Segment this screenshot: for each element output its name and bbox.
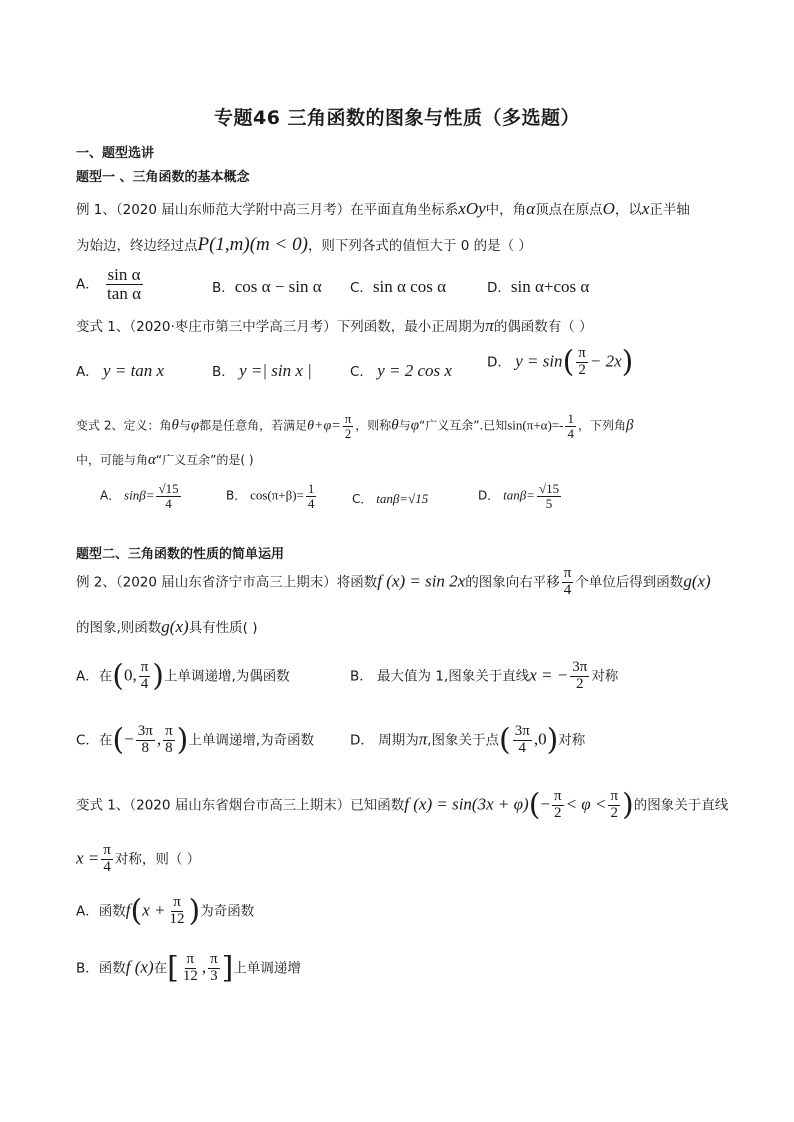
- var1-option-d[interactable]: D． y = sin( $\frac{\pi}{2}$ − 2x): [487, 344, 634, 380]
- var3-line2: x = $\frac{\pi}{4}$ 对称，则（ ）: [76, 842, 201, 875]
- var3-option-b[interactable]: B．函数f (x)在[ $\frac{\pi}{12}$ , $\frac{\pi}{3}$ ]上单调递增: [76, 950, 301, 986]
- ex2-option-a[interactable]: A．在(0, $\frac{\pi}{4}$ )上单调递增,为偶函数: [76, 658, 290, 694]
- var1-option-a[interactable]: A． y = tan x: [76, 361, 165, 380]
- ex1-line2: 为始边，终边经过点P(1,m)(m < 0)，则下列各式的值恒大于 0 的是（ ）: [76, 234, 532, 255]
- ex2-line2: 的图象,则函数g(x)具有性质( ): [76, 617, 258, 636]
- section-heading: 一、题型选讲: [76, 146, 155, 161]
- var2-option-d[interactable]: D． tanβ= $\frac{√15}{5}$: [478, 481, 560, 511]
- var3-line1: 变式 1、（2020 届山东省烟台市高三上期末）已知函数f (x) = sin(3x + φ)(− $\frac{\pi}{2}$ < φ < $\frac{\pi}{2}$ )的图象关于直线: [76, 787, 729, 823]
- ex1-line1: 例 1、（2020 届山东师范大学附中高三月考）在平面直角坐标系xOy中，角α顶点在原点O，以x正半轴: [76, 199, 690, 218]
- type1-heading: 题型一 、三角函数的基本概念: [76, 170, 250, 185]
- var2-option-a[interactable]: A． sinβ= $\frac{√15}{4}$: [100, 481, 179, 511]
- var3-option-a[interactable]: A．函数f(x + $\frac{\pi}{12}$ )为奇函数: [76, 893, 255, 929]
- ex2-option-b[interactable]: B． 最大值为 1,图象关于直线x = − $\frac{3\pi}{2}$ 对称: [350, 659, 619, 692]
- var2-option-c[interactable]: C． tanβ=√15: [352, 491, 429, 506]
- ex1-option-a[interactable]: A． $\frac{\text{sin α}}{\text{tan α}}$: [76, 265, 141, 303]
- ex2-option-c[interactable]: C．在(− $\frac{3\pi}{8}$ , $\frac{\pi}{8}$ )上单调递增,为奇函数: [76, 722, 315, 758]
- var1-line: 变式 1、（2020·枣庄市第三中学高三月考）下列函数，最小正周期为π的偶函数有（ ）: [76, 316, 593, 335]
- var2-option-b[interactable]: B． cos(π+β)= $\frac{1}{4}$: [226, 481, 315, 511]
- ex2-line1: 例 2、（2020 届山东省济宁市高三上期末）将函数f (x) = sin 2x的图象向右平移 $\frac{\pi}{4}$ 个单位后得到函数g(x): [76, 565, 711, 598]
- var1-option-b[interactable]: B． y =| sin x |: [212, 361, 312, 380]
- ex2-option-d[interactable]: D． 周期为π,图象关于点( $\frac{3\pi}{4}$ ,0)对称: [350, 722, 586, 758]
- ex1-option-d[interactable]: D．sin α+cos α: [487, 277, 590, 296]
- var1-option-c[interactable]: C． y = 2 cos x: [350, 361, 452, 380]
- ex1-option-b[interactable]: B．cos α − sin α: [212, 277, 322, 296]
- var2-line1: 变式 2、定义：角θ与φ都是任意角，若满足θ+φ= $\frac{\pi}{2}$ ，则称θ与φ“广义互余”.已知sin(π+α)=- $\frac{1}{4}$ ，下列角β: [76, 411, 634, 441]
- type2-heading: 题型二、三角函数的性质的简单运用: [76, 547, 285, 562]
- var2-line2: 中，可能与角α“广义互余”的是( ): [76, 452, 254, 468]
- page-title: 专题46 三角函数的图象与性质（多选题）: [213, 107, 581, 129]
- ex1-option-c[interactable]: C．sin α cos α: [350, 277, 447, 296]
